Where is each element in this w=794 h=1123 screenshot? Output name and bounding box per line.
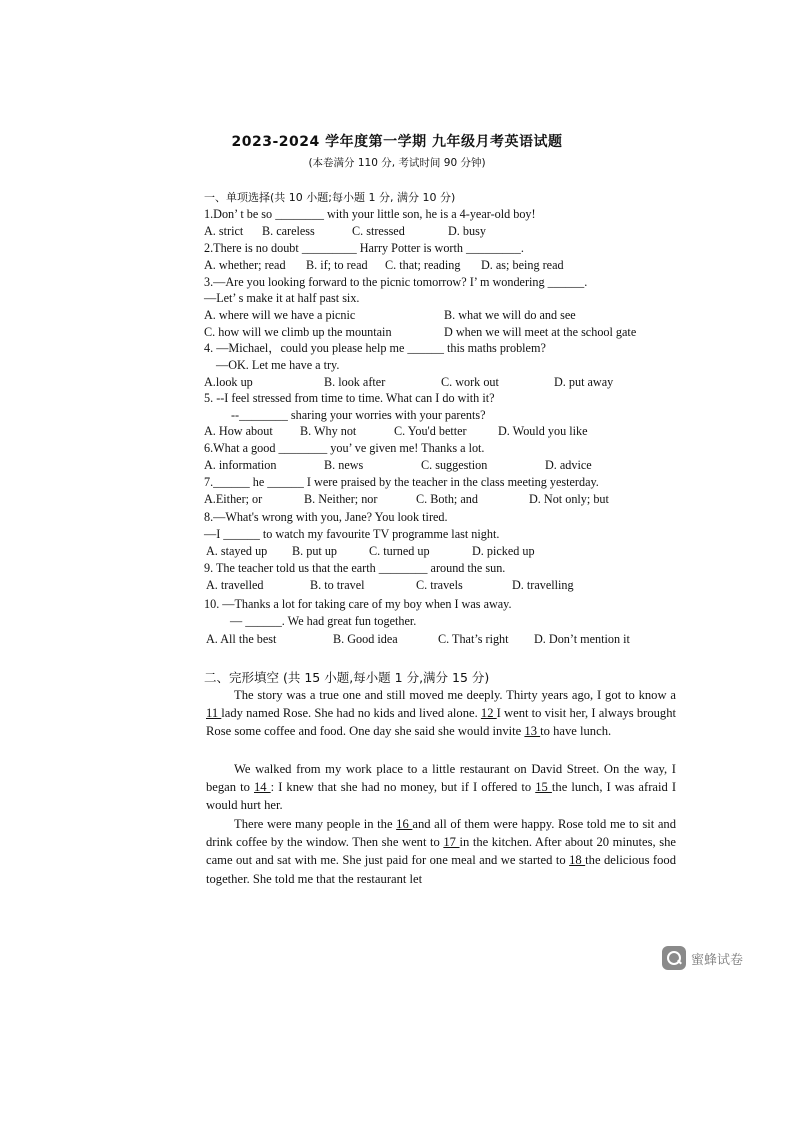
q5-option-c: C. You'd better — [394, 424, 467, 438]
q6-stem: 6.What a good ________ you’ ve given me! Thanks a lot. — [204, 441, 485, 455]
search-logo-icon — [662, 946, 686, 970]
q8-option-c: C. turned up — [369, 544, 430, 558]
cloze-text: the delicious food together. She told me that the restaurant let — [206, 853, 676, 886]
q9-stem: 9. The teacher told us that the earth ________ around the sun. — [204, 561, 506, 575]
q3-option-d: D when we will meet at the school gate — [444, 325, 637, 339]
cloze-text: to have lunch. — [540, 724, 612, 739]
q2-option-b: B. if; to read — [306, 258, 368, 272]
section2-heading: 二、完形填空 (共 15 小题,每小题 1 分,满分 15 分) — [204, 670, 490, 685]
q2-stem: 2.There is no doubt _________ Harry Potter is worth _________. — [204, 241, 524, 255]
cloze-text: There were many people in the — [234, 817, 397, 831]
cloze-blank-12: 12 — [480, 706, 497, 721]
section1-heading: 一、单项选择(共 10 小题;每小题 1 分, 满分 10 分) — [204, 191, 456, 204]
q5-option-b: B. Why not — [300, 424, 357, 438]
q3-option-b: B. what we will do and see — [444, 308, 576, 322]
q1-option-b: B. careless — [262, 224, 315, 238]
q8-option-b: B. put up — [292, 544, 338, 558]
exam-subtitle: (本卷满分 110 分, 考试时间 90 分钟) — [308, 157, 486, 169]
cloze-blank-11: 11 — [206, 706, 222, 721]
cloze-blank-15: 15 — [535, 780, 552, 795]
cloze-blank-18: 18 — [569, 853, 586, 868]
exam-title: 2023-2024 学年度第一学期 九年级月考英语试题 — [231, 134, 563, 150]
q1-option-a: A. strict — [204, 224, 244, 238]
q8-stem: 8.—What's wrong with you, Jane? You look tired. — [204, 510, 448, 524]
q8-option-a: A. stayed up — [206, 544, 268, 558]
q7-option-b: B. Neither; nor — [304, 492, 378, 506]
q6-option-c: C. suggestion — [421, 458, 488, 472]
q9-option-a: A. travelled — [206, 578, 264, 592]
q4-option-a: A.look up — [204, 375, 253, 389]
cloze-text: in the kitchen. After about 20 minutes, she came out and sat with me. She just paid for one meal and we started to — [206, 835, 677, 868]
cloze-text: : I knew that she had no money, but if I offered to — [270, 780, 536, 795]
q4-stem: 4. —Michael，could you please help me ______ this maths problem? — [204, 341, 546, 355]
q1-stem: 1.Don’ t be so ________ with your little son, he is a 4-year-old boy! — [204, 207, 536, 221]
q10-option-a: A. All the best — [206, 632, 277, 646]
q10-option-b: B. Good idea — [333, 632, 398, 646]
q6-option-a: A. information — [204, 458, 277, 472]
q3-option-c: C. how will we climb up the mountain — [204, 325, 392, 339]
q4-option-d: D. put away — [554, 375, 614, 389]
q6-option-d: D. advice — [545, 458, 592, 472]
q7-stem: 7.______ he ______ I were praised by the teacher in the class meeting yesterday. — [204, 475, 599, 489]
q5-option-d: D. Would you like — [498, 424, 588, 438]
q5-option-a: A. How about — [204, 424, 273, 438]
cloze-text: The story was a true one and still moved me deeply. Thirty years ago, I got to know a — [234, 688, 676, 702]
q4-option-b: B. look after — [324, 375, 386, 389]
cloze-text: the lunch, I was afraid I would hurt her. — [206, 780, 677, 813]
q2-option-c: C. that; reading — [385, 258, 461, 272]
q5-stem: 5. --I feel stressed from time to time. What can I do with it? — [204, 391, 495, 405]
q9-option-b: B. to travel — [310, 578, 365, 592]
q3-option-a: A. where will we have a picnic — [204, 308, 356, 322]
cloze-text: I went to visit her, I always brought Rose some coffee and food. One day she said she would invite — [206, 706, 676, 739]
cloze-paragraph-3 — [206, 815, 676, 888]
watermark-text: 蜜蜂试卷 — [691, 952, 744, 968]
q3-response: —Let’ s make it at half past six. — [204, 291, 360, 305]
watermark — [662, 946, 743, 970]
q6-option-b: B. news — [324, 458, 364, 472]
q10-stem: 10. —Thanks a lot for taking care of my boy when I was away. — [204, 597, 512, 611]
q8-response: —I ______ to watch my favourite TV programme last night. — [204, 527, 500, 541]
q2-option-d: D. as; being read — [481, 258, 564, 272]
q2-option-a: A. whether; read — [204, 258, 286, 272]
q7-option-c: C. Both; and — [416, 492, 478, 506]
q7-option-a: A.Either; or — [204, 492, 263, 506]
q8-option-d: D. picked up — [472, 544, 535, 558]
q10-option-d: D. Don’t mention it — [534, 632, 630, 646]
cloze-text: and all of them were happy. Rose told me to sit and drink coffee by the window. Then she went to — [206, 817, 676, 850]
q9-option-d: D. travelling — [512, 578, 574, 592]
q3-stem: 3.—Are you looking forward to the picnic tomorrow? I’ m wondering ______. — [204, 275, 588, 289]
q4-option-c: C. work out — [441, 375, 499, 389]
q1-option-d: D. busy — [448, 224, 486, 238]
q7-option-d: D. Not only; but — [529, 492, 609, 506]
cloze-blank-16: 16 — [396, 817, 413, 831]
q1-option-c: C. stressed — [352, 224, 405, 238]
q10-option-c: C. That’s right — [438, 632, 509, 646]
cloze-text: We walked from my work place to a little restaurant on David Street. On the way, I began to — [206, 762, 676, 795]
cloze-text: lady named Rose. She had no kids and lived alone. — [221, 706, 481, 721]
cloze-blank-17: 17 — [443, 835, 460, 850]
cloze-paragraph-1 — [206, 686, 676, 741]
cloze-blank-13: 13 — [524, 724, 541, 739]
q4-response: —OK. Let me have a try. — [216, 358, 340, 372]
q5-response: --________ sharing your worries with your parents? — [231, 408, 486, 422]
q10-response: — ______. We had great fun together. — [230, 614, 417, 628]
cloze-paragraph-2 — [206, 760, 676, 815]
q9-option-c: C. travels — [416, 578, 463, 592]
cloze-blank-14: 14 — [253, 780, 271, 795]
